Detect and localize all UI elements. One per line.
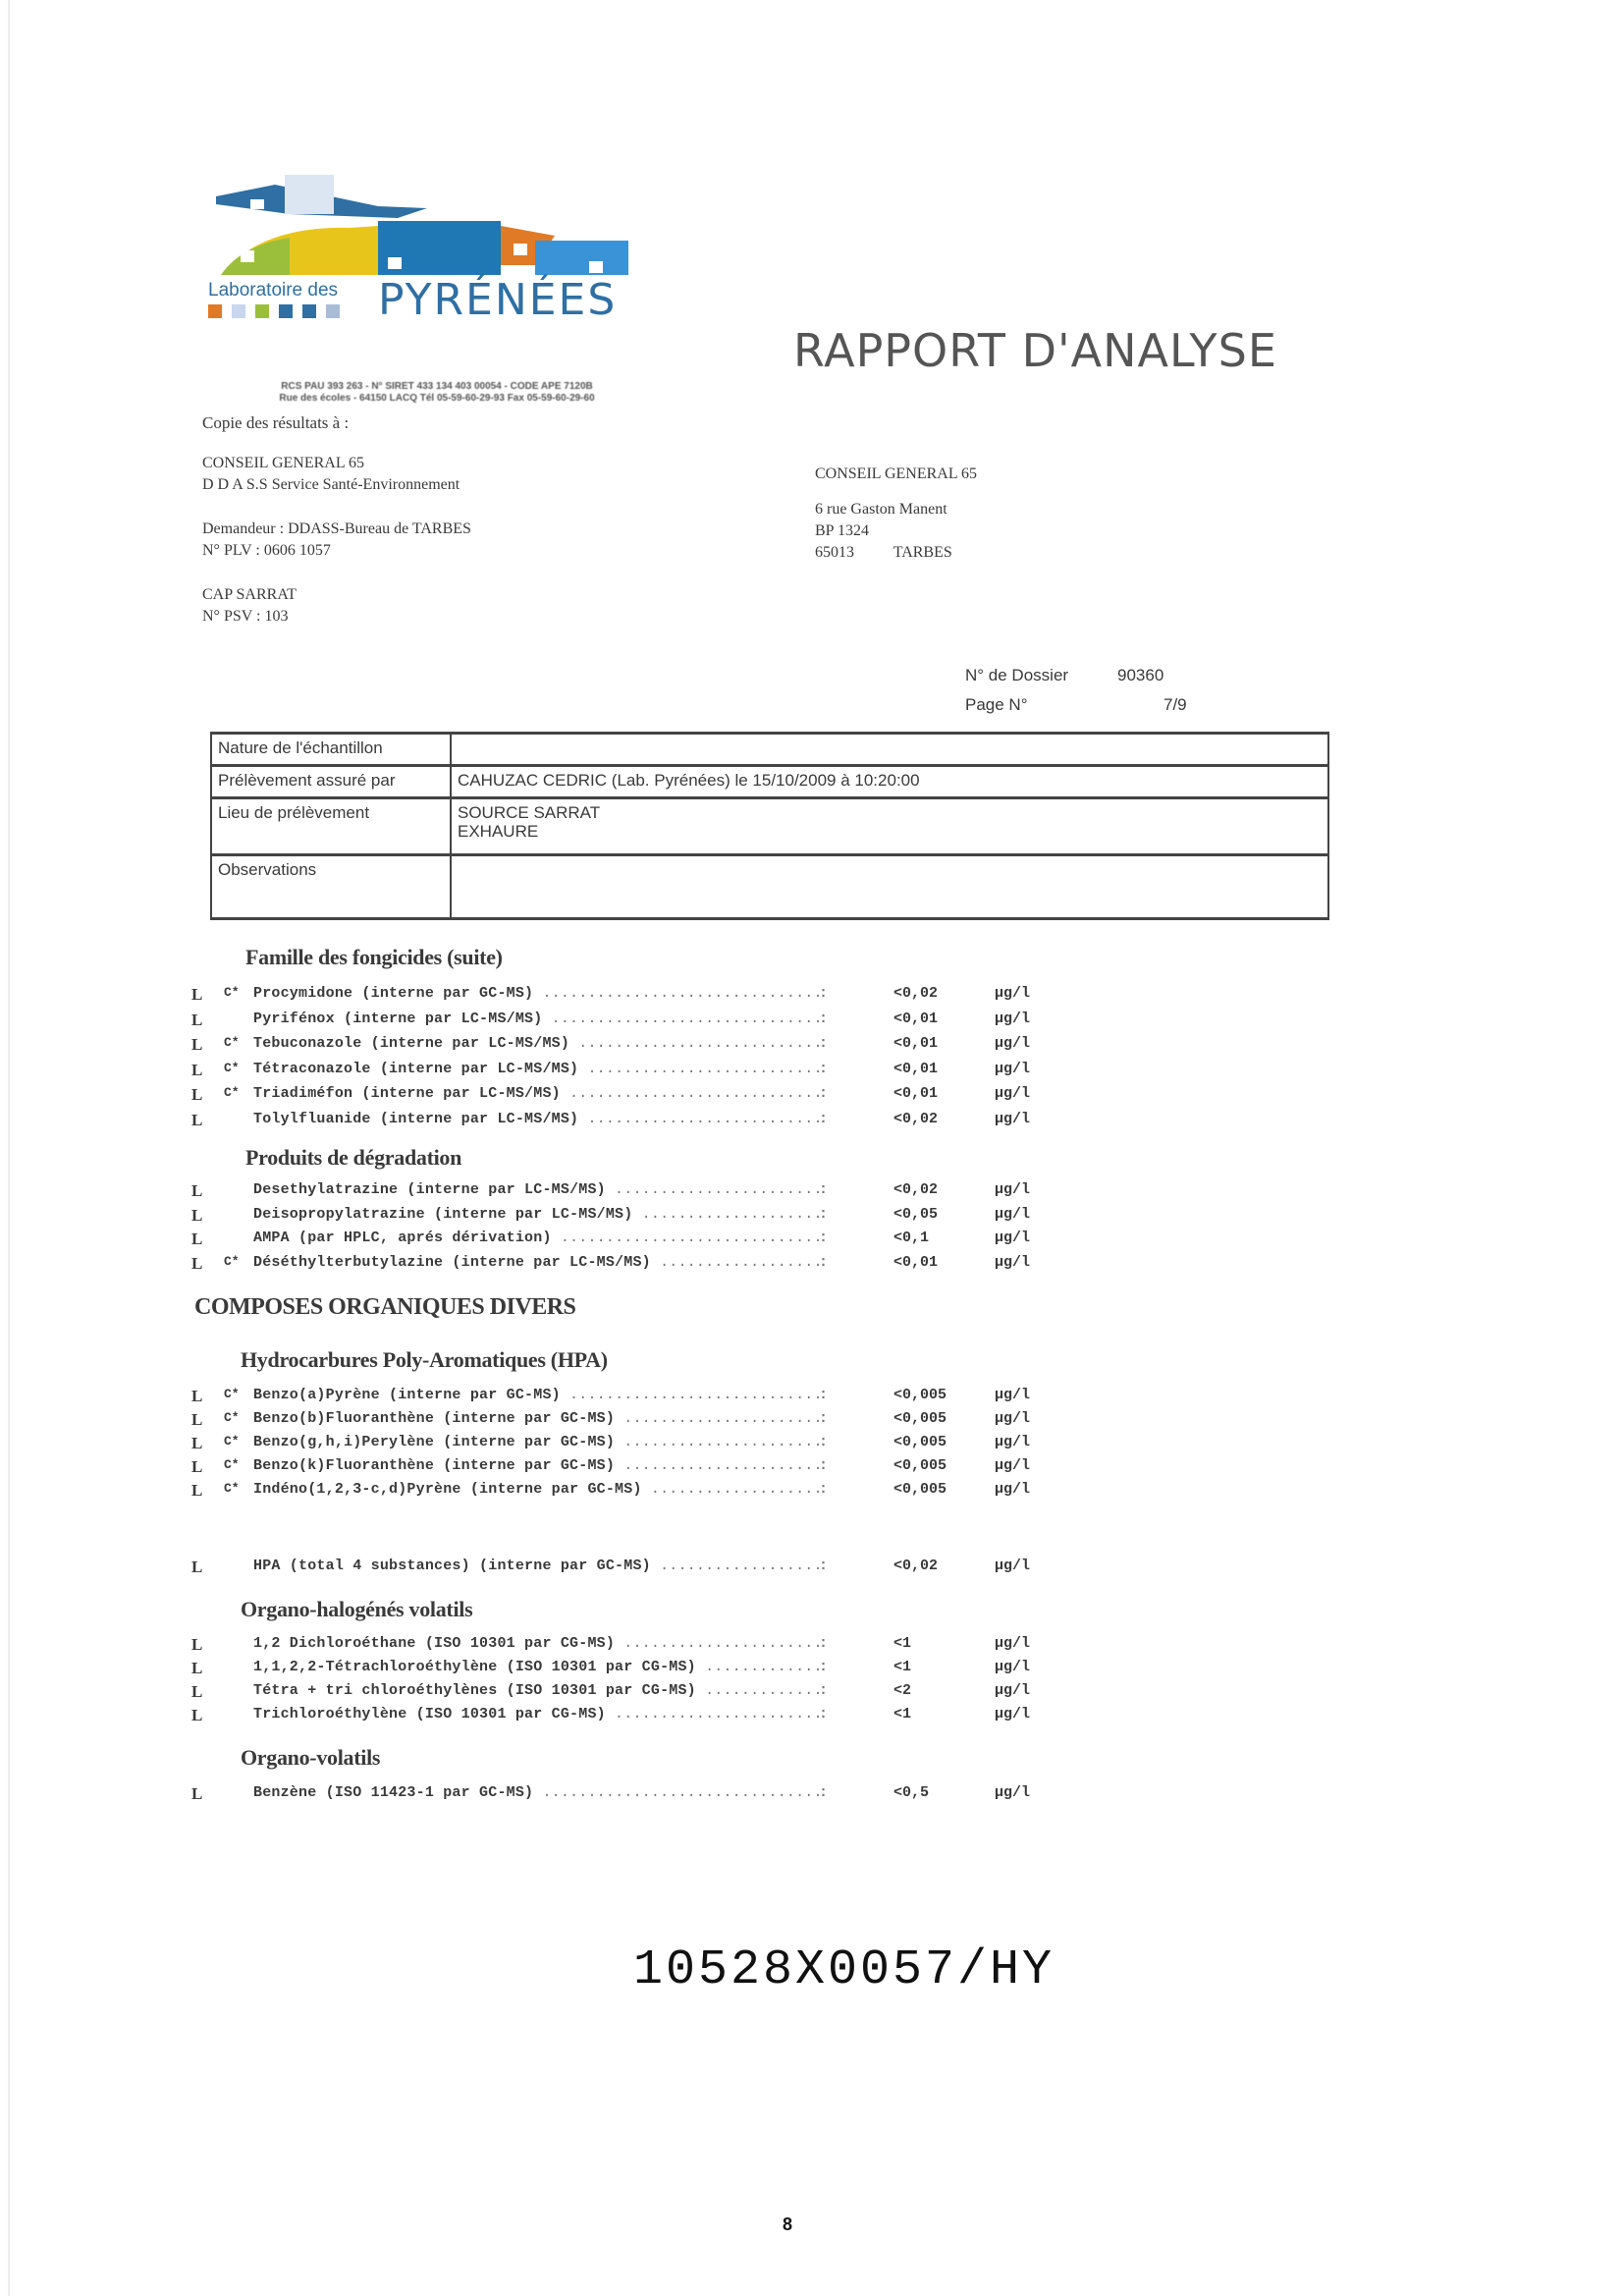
result-flag: L	[191, 1457, 203, 1476]
page-number: 8	[783, 2214, 793, 2234]
result-unit: µg/l	[995, 1457, 1031, 1474]
parameter-name: Benzo(g,h,i)Perylène (interne par GC-MS) .....	[253, 1434, 821, 1450]
parameter-name: Tolylfluanide (interne par LC-MS/MS) .....	[253, 1111, 821, 1127]
parameter-name: Benzo(k)Fluoranthène (interne par GC-MS) .....	[253, 1457, 821, 1474]
result-flag: L	[191, 1230, 203, 1248]
leader-colon: :	[819, 1558, 829, 1574]
result-flag: L	[191, 1010, 203, 1029]
parameter-name: Benzo(a)Pyrène (interne par GC-MS) .....	[253, 1387, 821, 1403]
section-title-fongicides: Famille des fongicides (suite)	[245, 945, 503, 969]
result-unit: µg/l	[995, 1230, 1031, 1246]
result-value: <2	[893, 1682, 912, 1699]
parameter-name: Procymidone (interne par GC-MS) .....	[253, 985, 821, 1002]
section-title-organiques: COMPOSES ORGANIQUES DIVERS	[194, 1294, 576, 1320]
result-value: <0,01	[893, 1253, 939, 1271]
result-value: <0,1	[893, 1230, 930, 1246]
result-value: <0,02	[893, 1181, 939, 1198]
info-label: Lieu de prélèvement	[210, 799, 452, 853]
section-title-hpa: Hydrocarbures Poly-Aromatiques (HPA)	[241, 1347, 608, 1372]
accreditation-mark: C*	[224, 1387, 240, 1401]
leader-colon: :	[819, 1659, 829, 1675]
result-unit: µg/l	[995, 985, 1031, 1002]
result-flag: L	[191, 1659, 203, 1677]
result-value: <0,005	[893, 1481, 947, 1498]
result-flag: L	[191, 1558, 203, 1576]
parameter-name: Benzo(b)Fluoranthène (interne par GC-MS) .....	[253, 1410, 821, 1427]
addressee-line: CONSEIL GENERAL 65	[815, 465, 978, 482]
result-unit: µg/l	[995, 1060, 1031, 1077]
parameter-name: HPA (total 4 substances) (interne par GC-MS) .....	[253, 1558, 821, 1574]
logo-brand: PYRÉNÉES	[378, 275, 618, 325]
leader-colon: :	[819, 1682, 829, 1699]
section-title-halogenes: Organo-halogénés volatils	[241, 1597, 473, 1621]
parameter-name: Triadiméfon (interne par LC-MS/MS) .....	[253, 1085, 821, 1102]
result-flag: L	[191, 1784, 203, 1803]
parameter-name: Tétra + tri chloroéthylènes (ISO 10301 par CG-MS) .....	[253, 1682, 821, 1699]
result-row	[0, 1035, 1100, 1057]
result-row	[0, 1457, 1100, 1479]
leader-colon: :	[819, 1205, 829, 1223]
sample-code: 10528X0057/HY	[633, 1942, 1055, 1998]
accreditation-mark: C*	[224, 1253, 240, 1269]
result-value: <0,01	[893, 1035, 939, 1052]
result-flag: L	[191, 1706, 203, 1724]
page-title: RAPPORT D'ANALYSE	[793, 324, 1277, 377]
result-row	[0, 1659, 1100, 1680]
result-value: <0,05	[893, 1205, 939, 1223]
leader-colon: :	[819, 1010, 829, 1027]
site-line: N° PSV : 103	[202, 608, 289, 625]
result-flag: L	[191, 1035, 203, 1054]
result-value: <0,02	[893, 1110, 939, 1127]
parameter-name: Tebuconazole (interne par LC-MS/MS) .....	[253, 1035, 821, 1052]
leader-colon: :	[819, 1253, 829, 1271]
result-unit: µg/l	[995, 1181, 1031, 1198]
info-value: SOURCE SARRAT EXHAURE	[452, 799, 1329, 853]
leader-colon: :	[819, 1481, 829, 1498]
result-row	[0, 1434, 1100, 1455]
leader-colon: :	[819, 1434, 829, 1450]
result-unit: µg/l	[995, 1205, 1031, 1223]
result-unit: µg/l	[995, 1784, 1031, 1801]
leader-colon: :	[819, 1387, 829, 1403]
leader-colon: :	[819, 1230, 829, 1246]
logo-line1: Laboratoire des	[208, 280, 339, 301]
info-label: Observations	[210, 856, 452, 917]
accreditation-mark: C*	[224, 1434, 240, 1449]
result-unit: µg/l	[995, 1253, 1031, 1271]
result-value: <1	[893, 1635, 912, 1652]
accreditation-mark: C*	[224, 985, 240, 1000]
accreditation-mark: C*	[224, 1060, 240, 1075]
result-flag: L	[191, 1110, 203, 1129]
leader-colon: :	[819, 1110, 829, 1127]
result-row	[0, 1410, 1100, 1432]
result-row	[0, 1061, 1100, 1082]
copies-label: Copie des résultats à :	[202, 413, 350, 432]
result-value: <0,01	[893, 1060, 939, 1077]
parameter-name: Pyrifénox (interne par LC-MS/MS) .....	[253, 1011, 821, 1027]
accreditation-mark: C*	[224, 1085, 240, 1100]
result-row	[0, 1682, 1100, 1704]
result-value: <0,02	[893, 1558, 939, 1574]
result-unit: µg/l	[995, 1481, 1031, 1498]
result-unit: µg/l	[995, 1035, 1031, 1052]
page-value: 7/9	[1163, 695, 1187, 714]
parameter-name: 1,2 Dichloroéthane (ISO 10301 par CG-MS) .....	[253, 1635, 821, 1652]
leader-colon: :	[819, 1706, 829, 1722]
result-row	[0, 1206, 1100, 1228]
result-flag: L	[191, 1181, 203, 1200]
result-flag: L	[191, 1060, 203, 1079]
result-unit: µg/l	[995, 1682, 1031, 1699]
recipient-line: D D A S.S Service Santé-Environnement	[202, 476, 460, 493]
result-row	[0, 1635, 1100, 1657]
parameter-name: Deisopropylatrazine (interne par LC-MS/MS) .....	[253, 1206, 821, 1223]
result-unit: µg/l	[995, 1558, 1031, 1574]
result-row	[0, 985, 1100, 1007]
result-flag: L	[191, 1481, 203, 1500]
result-row	[0, 1011, 1100, 1032]
result-unit: µg/l	[995, 1659, 1031, 1675]
leader-colon: :	[819, 1035, 829, 1052]
parameter-name: Benzène (ISO 11423-1 par GC-MS) .....	[253, 1784, 821, 1801]
addressee-line: BP 1324	[815, 522, 869, 539]
result-unit: µg/l	[995, 1410, 1031, 1427]
result-row	[0, 1085, 1100, 1107]
result-row	[0, 1558, 1100, 1579]
result-row	[0, 1706, 1100, 1727]
result-row	[0, 1230, 1100, 1251]
result-value: <0,005	[893, 1434, 947, 1450]
result-flag: L	[191, 985, 203, 1004]
result-value: <1	[893, 1706, 912, 1722]
section-title-volatils: Organo-volatils	[241, 1745, 381, 1770]
accreditation-mark: C*	[224, 1410, 240, 1425]
leader-colon: :	[819, 1410, 829, 1427]
result-flag: L	[191, 1387, 203, 1405]
parameter-name: 1,1,2,2-Tétrachloroéthylène (ISO 10301 par CG-MS) .....	[253, 1659, 821, 1675]
section-title-degradation: Produits de dégradation	[245, 1145, 462, 1170]
info-label: Nature de l'échantillon	[210, 735, 452, 764]
recipient-line: CONSEIL GENERAL 65	[202, 455, 365, 471]
info-value: CAHUZAC CEDRIC (Lab. Pyrénées) le 15/10/2009 à 10:20:00	[452, 767, 1329, 796]
result-row	[0, 1254, 1100, 1276]
result-unit: µg/l	[995, 1706, 1031, 1722]
result-value: <0,005	[893, 1387, 947, 1403]
lab-address-line: Rue des écoles - 64150 LACQ Tél 05-59-60-29-93 Fax 05-59-60-29-60	[279, 393, 595, 404]
parameter-name: Tétraconazole (interne par LC-MS/MS) .....	[253, 1061, 821, 1077]
parameter-name: Déséthylterbutylazine (interne par LC-MS/MS) .....	[253, 1254, 821, 1271]
result-value: <0,5	[893, 1784, 930, 1801]
requester-line: N° PLV : 0606 1057	[202, 542, 331, 559]
result-unit: µg/l	[995, 1085, 1031, 1102]
addressee-line: 6 rue Gaston Manent	[815, 501, 947, 518]
result-row	[0, 1387, 1100, 1408]
parameter-name: AMPA (par HPLC, aprés dérivation) .....	[253, 1230, 821, 1246]
result-unit: µg/l	[995, 1110, 1031, 1127]
accreditation-mark: C*	[224, 1457, 240, 1472]
result-row	[0, 1111, 1100, 1132]
result-unit: µg/l	[995, 1387, 1031, 1403]
result-flag: L	[191, 1434, 203, 1452]
result-value: <0,01	[893, 1085, 939, 1102]
accreditation-mark: C*	[224, 1035, 240, 1050]
result-unit: µg/l	[995, 1635, 1031, 1652]
parameter-name: Indéno(1,2,3-c,d)Pyrène (interne par GC-MS) .....	[253, 1481, 821, 1498]
addressee-line: 65013 TARBES	[815, 544, 952, 561]
result-flag: L	[191, 1635, 203, 1654]
parameter-name: Desethylatrazine (interne par LC-MS/MS) .....	[253, 1181, 821, 1198]
leader-colon: :	[819, 985, 829, 1002]
leader-colon: :	[819, 1784, 829, 1801]
dossier-label: N° de Dossier	[965, 666, 1069, 684]
dossier-value: 90360	[1117, 666, 1164, 684]
accreditation-mark: C*	[224, 1481, 240, 1496]
result-value: <0,005	[893, 1410, 947, 1427]
result-unit: µg/l	[995, 1010, 1031, 1027]
result-value: <0,005	[893, 1457, 947, 1474]
info-label: Prélèvement assuré par	[210, 767, 452, 796]
leader-colon: :	[819, 1181, 829, 1198]
result-flag: L	[191, 1682, 203, 1701]
lab-address-line: RCS PAU 393 263 - N° SIRET 433 134 403 00054 - CODE APE 7120B	[281, 381, 593, 392]
leader-colon: :	[819, 1085, 829, 1102]
result-flag: L	[191, 1410, 203, 1429]
leader-colon: :	[819, 1635, 829, 1652]
result-value: <1	[893, 1659, 912, 1675]
result-flag: L	[191, 1253, 203, 1273]
result-row	[0, 1481, 1100, 1503]
result-row	[0, 1784, 1100, 1806]
result-row	[0, 1181, 1100, 1203]
requester-line: Demandeur : DDASS-Bureau de TARBES	[202, 520, 471, 537]
parameter-name: Trichloroéthylène (ISO 10301 par CG-MS) .....	[253, 1706, 821, 1722]
result-value: <0,01	[893, 1010, 939, 1027]
page-label: Page N°	[965, 695, 1028, 714]
leader-colon: :	[819, 1060, 829, 1077]
site-line: CAP SARRAT	[202, 586, 297, 603]
result-unit: µg/l	[995, 1434, 1031, 1450]
result-value: <0,02	[893, 985, 939, 1002]
result-flag: L	[191, 1205, 203, 1225]
result-flag: L	[191, 1085, 203, 1104]
leader-colon: :	[819, 1457, 829, 1474]
